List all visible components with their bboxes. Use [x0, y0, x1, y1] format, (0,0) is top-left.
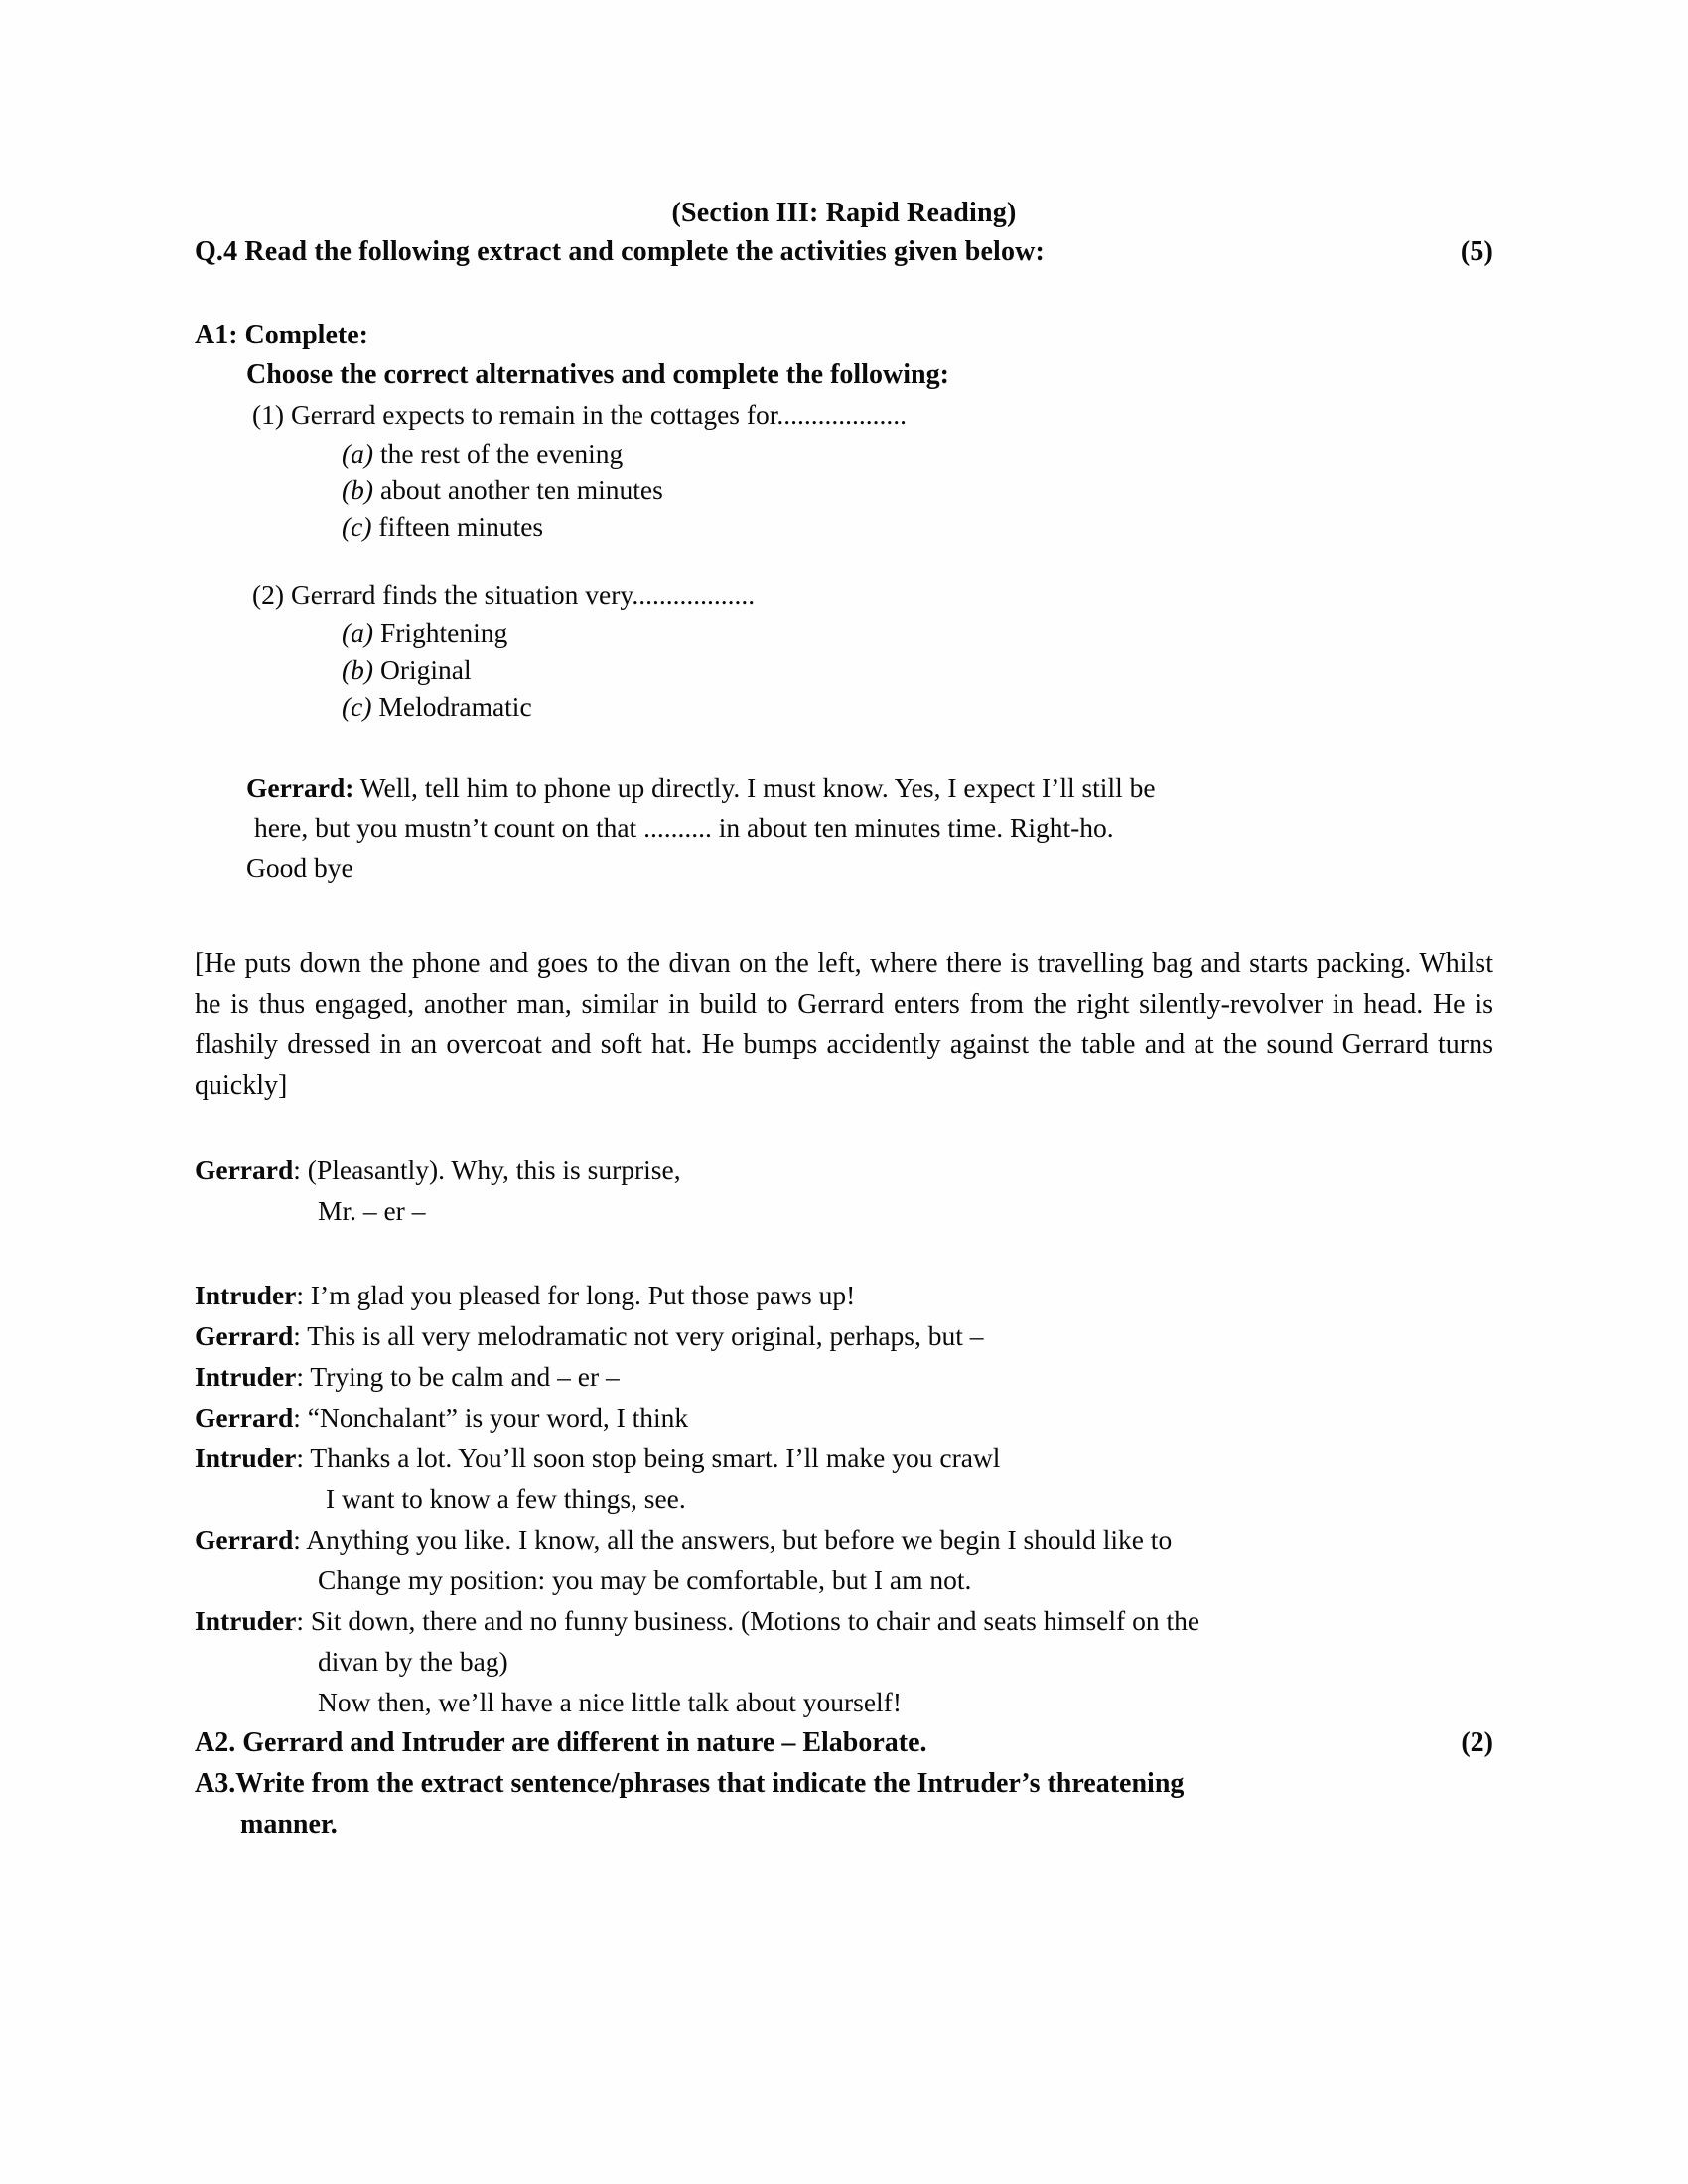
spacer — [195, 1106, 1493, 1150]
intro-dialogue — [195, 768, 1493, 887]
spacer — [195, 725, 1493, 768]
dialogue-cont-intruder-4a: divan by the bag) — [318, 1646, 508, 1677]
speaker-name: Gerrard — [195, 1402, 294, 1433]
spacer — [195, 545, 1493, 575]
dialogue-line-intruder-2 — [195, 1356, 1493, 1397]
speaker-text: : Thanks a lot. You’ll soon stop being smart. I’ll make you crawl — [296, 1442, 1001, 1473]
mcq-option-label: (c) — [342, 691, 372, 722]
mcq-option-text: Frightening — [379, 617, 508, 648]
dialogue-cont-intruder-4b: Now then, we’ll have a nice little talk about yourself! — [318, 1687, 903, 1717]
speaker-name: Gerrard — [195, 1524, 294, 1555]
spacer — [195, 1231, 1493, 1275]
a3-text: A3.Write from the extract sentence/phrases that indicate the Intruder’s threatening — [195, 1768, 1185, 1799]
mcq-option-label: (c) — [342, 511, 372, 542]
speaker-text: Well, tell him to phone up directly. I must know. Yes, I expect I’ll still be — [353, 772, 1156, 803]
a2-text: A2. Gerrard and Intruder are different in nature – Elaborate. — [195, 1727, 927, 1758]
mcq-option-text: Melodramatic — [378, 691, 532, 722]
mcq-stem-1: (1) Gerrard expects to remain in the cottages for................... — [252, 399, 908, 430]
mcq-option-1b — [195, 472, 1493, 508]
dialogue-line-intruder-3 — [195, 1437, 1493, 1478]
stage-direction: [He puts down the phone and goes to the divan on the left, where there is travelling bag and starts packing. Whilst he is thus engaged, another man, similar in build to Gerrard enters from the right silently-revolver in head. He is flashily dressed in an overcoat and soft hat. He bumps accidently against the table and at the sound Gerrard turns quickly] — [195, 948, 1493, 1101]
intro-dialogue-line-1 — [246, 768, 1493, 808]
dialogue-cont-intruder-3: I want to know a few things, see. — [326, 1483, 686, 1514]
mcq-option-2b — [195, 651, 1493, 688]
a2-marks: (2) — [1461, 1727, 1493, 1758]
speaker-name: Intruder — [195, 1605, 297, 1636]
speaker-name: Gerrard — [195, 1155, 294, 1185]
speaker-text: : Trying to be calm and – er – — [296, 1361, 620, 1392]
a2-row — [195, 1722, 1493, 1763]
question-text: Q.4 Read the following extract and complete the activities given below: — [195, 236, 1045, 267]
speaker-text: : (Pleasantly). Why, this is surprise, — [293, 1155, 681, 1185]
mcq-option-label: (b) — [342, 475, 374, 505]
speaker-text: : “Nonchalant” is your word, I think — [293, 1402, 689, 1433]
mcq-option-text: fifteen minutes — [378, 511, 544, 542]
question-marks: (5) — [1460, 236, 1493, 267]
a1-instruction: Choose the correct alternatives and complete the following: — [246, 359, 949, 390]
a3-row — [195, 1763, 1493, 1804]
mcq-option-1a — [195, 435, 1493, 472]
document-body — [195, 195, 1493, 1844]
dialogue-line-gerrard-2 — [195, 1315, 1493, 1356]
speaker-name: Gerrard: — [246, 772, 354, 803]
speaker-text: : Sit down, there and no funny business. (Motions to chair and seats himself on the — [296, 1605, 1200, 1636]
dialogue-cont-gerrard-1: Mr. – er – — [318, 1195, 426, 1226]
mcq-option-text: Original — [379, 654, 472, 685]
dialogue-line-intruder-1 — [195, 1275, 1493, 1315]
a1-heading: A1: Complete: — [195, 320, 368, 350]
mcq-option-2c — [195, 688, 1493, 725]
intro-dialogue-line-2: here, but you mustn’t count on that .......... in about ten minutes time. Right-ho. — [254, 812, 1114, 843]
mcq-option-label: (a) — [342, 438, 374, 469]
dialogue-line-gerrard-1 — [195, 1150, 1493, 1190]
spacer — [195, 887, 1493, 943]
question-row — [195, 232, 1493, 272]
spacer — [195, 272, 1493, 316]
speaker-text: : This is all very melodramatic not very original, perhaps, but – — [293, 1320, 984, 1351]
speaker-name: Gerrard — [195, 1320, 294, 1351]
mcq-option-label: (b) — [342, 654, 374, 685]
mcq-option-2a — [195, 614, 1493, 651]
section-heading: (Section III: Rapid Reading) — [671, 198, 1017, 228]
speaker-name: Intruder — [195, 1442, 297, 1473]
mcq-option-text: about another ten minutes — [379, 475, 663, 505]
dialogue-cont-gerrard-4: Change my position: you may be comfortable, but I am not. — [318, 1565, 972, 1595]
mcq-option-1c — [195, 508, 1493, 545]
dialogue-line-gerrard-3 — [195, 1397, 1493, 1437]
intro-dialogue-line-3: Good bye — [246, 852, 353, 883]
speaker-name: Intruder — [195, 1361, 297, 1392]
speaker-text: : I’m glad you pleased for long. Put those paws up! — [296, 1280, 856, 1310]
mcq-option-label: (a) — [342, 617, 374, 648]
dialogue-line-intruder-4 — [195, 1600, 1493, 1641]
speaker-text: : Anything you like. I know, all the answers, but before we begin I should like to — [293, 1524, 1173, 1555]
speaker-name: Intruder — [195, 1280, 297, 1310]
mcq-option-text: the rest of the evening — [379, 438, 624, 469]
mcq-stem-2: (2) Gerrard finds the situation very.................. — [252, 579, 756, 610]
a3-continuation: manner. — [240, 1809, 338, 1840]
dialogue-line-gerrard-4 — [195, 1519, 1493, 1560]
